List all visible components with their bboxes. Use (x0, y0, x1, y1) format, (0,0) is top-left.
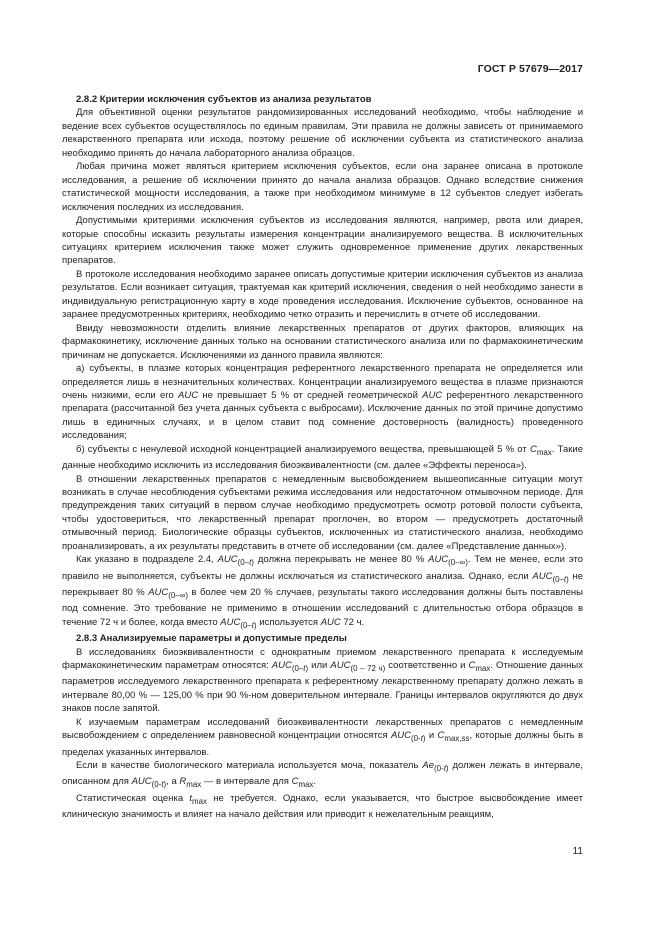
paragraph: Ввиду невозможности отделить влияние лекарственных препаратов от других факторов, влияющих на фармакокинетику, исключение данных только на основании статистического анализа или по фармакокинетическим причинам не допускается. Исключениями из данного правила являются: (62, 322, 583, 361)
paragraph: Любая причина может являться критерием исключения субъектов, если она заранее описана в протоколе исследования, а решение об исключении принято до начала анализа образцов. Однако вследствие снижения статистической мощности исследования, а также при необходимом минимуме в 12 субъектов следует избегать исключения последних из исследования. (62, 161, 583, 213)
paragraph: Как указано в подразделе 2.4, $AUC_{(0-t)}$ должна перекрывать не менее 80 % $AUC_{(0-\infty)}$. Тем не менее, если это правило не выполняется, субъекты не должны исключаться из статистического анализа. Однако, если $AUC_{(0-t)}$ не перекрывает 80 % $AUC_{(0-\infty)}$ в более чем 20 % случаев, результаты такого исследования должны быть поставлены под сомнение. Это требование не применимо в отношении исследований с длительностью отбора образцов в течение 72 ч и более, когда вместо $AUC_{(0-t)}$ используется AUC 72 ч. (62, 554, 584, 630)
paragraph: Для объективной оценки результатов рандомизированных исследований необходимо, чтобы наблюдение и ведение всех субъектов осуществлялось по единым правилам. Эти правила не должны зависеть от принимаемого лекарственного препарата или исхода, поэтому решение об исключении субъекта из статистического анализа необходимо принять до начала лабораторного анализа образцов. (62, 107, 583, 159)
paragraph: Статистическая оценка $t_{max}$ не требуется. Однако, если указывается, что быстрое высвобождение имеет клиническую значимость и влияет на начало действия или приводит к нежелательным реакциям, (62, 792, 583, 821)
paragraph: В отношении лекарственных препаратов с немедленным высвобождением вышеописанные ситуации могут возникать в случае несоблюдения субъектами режима исследования или недостаточном отмывочном периоде. Для предупреждения таких ситуаций в первом случае необходимо предусмотреть осмотр ротовой полости субъекта, чтобы удостовериться, что лекарственный препарат проглочен, во втором — предусмотреть достаточный отмывочный период. Биологические образцы субъектов, исключенных из статистического анализа, необходимо проанализировать, а их результаты представить в отчете об исследовании (см. далее «Представление данных»). (62, 473, 583, 552)
paragraph: Допустимыми критериями исключения субъектов из исследования являются, например, рвота или диарея, которые способны исказить результаты измерения концентрации анализируемого вещества. В исключительных ситуациях критерием исключения также может служить одновременное применение других лекарственных препаратов. (62, 215, 583, 267)
paragraph: В исследованиях биоэквивалентности с однократным приемом лекарственного препарата к исследуемым фармакокинетическим параметрам относятся: $AUC_{(0-t)}$ или $AUC_{(0 - 72 ч)}$ соответственно и $C_{max}$. Отношение данных параметров исследуемого лекарственного препарата к референтному лекарственному препарату должно лежать в интервале 80,00 % — 125,00 % при 90 %-ном доверительном интервале. Границы интервалов округляются до двух знаков после запятой. (62, 646, 583, 715)
section-heading: 2.8.2 Критерии исключения субъектов из анализа результатов (76, 94, 372, 105)
paragraph: Если в качестве биологического материала используется моча, показатель $Ae_{(0-t)}$ должен лежать в интервале, описанном для $AUC_{(0-t)}$, а $R_{max}$ — в интервале для $C_{max}$. (62, 759, 583, 790)
body-text (62, 93, 583, 821)
paragraph: а) субъекты, в плазме которых концентрация референтного лекарственного препарата не определяется или определяется лишь в незначительных количествах. Концентрации анализируемого вещества в плазме признаются очень низкими, если его AUC не превышает 5 % от средней геометрической AUC референтного лекарственного препарата (рассчитанной без учета данных субъекта с выбросами). Исключение данных по этой причине допустимо лишь в единичных случаях, и в целом ставит под сомнение достоверность (валидность) проведенного исследования; (62, 363, 583, 442)
page-number: 11 (572, 846, 583, 857)
standard-designation: ГОСТ Р 57679—2017 (477, 63, 583, 75)
paragraph: В протоколе исследования необходимо заранее описать допустимые критерии исключения субъектов из анализа результатов. Если возникает ситуация, трактуемая как критерий исключения, сведения о ней необходимо занести в индивидуальную регистрационную карту в ходе проведения исследования. Исключение субъектов, основанное на заранее предусмотренных критериях, необходимо четко отразить и перечислить в отчете об исследовании. (62, 268, 583, 321)
section-heading: 2.8.3 Анализируемые параметры и допустимые пределы (76, 633, 347, 645)
paragraph: б) субъекты с ненулевой исходной концентрацией анализируемого вещества, превышающей 5 % от $C_{max}$. Такие данные необходимо исключить из исследования биоэквивалентности (см. далее «Эффекты переноса»). (62, 443, 583, 472)
paragraph: К изучаемым параметрам исследований биоэквивалентности лекарственных препаратов с немедленным высвобождением с определением равновесной концентрации относятся $AUC_{(0-t)}$ и $C_{max,ss}$, которые должны быть в пределах указанных интервалов. (62, 716, 583, 758)
